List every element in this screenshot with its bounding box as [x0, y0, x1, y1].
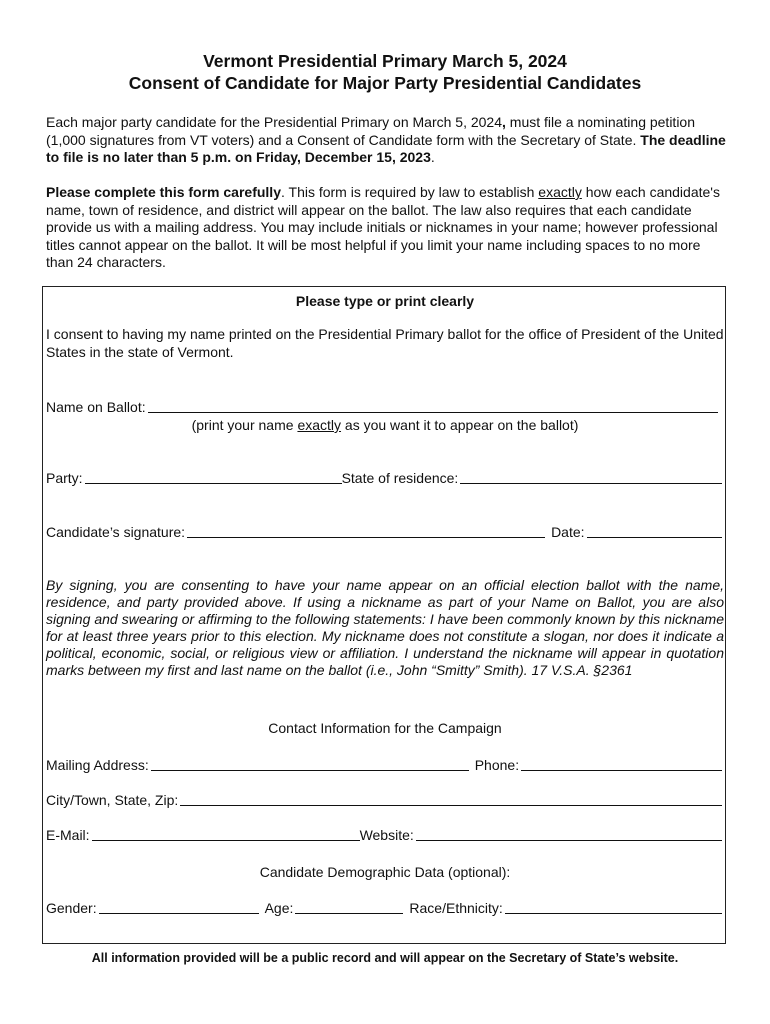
mailing-address-field[interactable] [151, 757, 469, 771]
state-of-residence-field[interactable] [460, 470, 722, 484]
website-label: Website: [359, 827, 414, 843]
date-field[interactable] [587, 524, 722, 538]
name-on-ballot-row [46, 398, 724, 416]
email-label: E-Mail: [46, 827, 90, 843]
affirmation-statement: By signing, you are consenting to have your name appear on an official election ballot with the name, residence, and party provided above. If using a nickname as part of your Name on Ballot, you are also signing and swearing or affirming to the following statements: I have been commonly known by this nickname for at least three years prior to this election. My nickname does not constitute a slogan, nor does it indicate a political, economic, social, or religious view or affiliation. I understand the nickname will appear in quotation marks between my first and last name on the ballot (i.e., John “Smitty” Smith). 17 V.S.A. §2361 [46, 577, 724, 678]
state-of-residence-label: State of residence: [341, 470, 459, 486]
intro-paragraph-filing: Each major party candidate for the Presidential Primary on March 5, 2024, must file a nominating petition (1,000 signatures from VT voters) and a Consent of Candidate form with the Secretary of State. The deadline to file is no later than 5 p.m. on Friday, December 15, 2023. [46, 114, 726, 165]
public-record-notice: All information provided will be a public record and will appear on the Secretary of State’s website. [91, 951, 679, 965]
date-label: Date: [551, 524, 585, 540]
candidate-signature-label: Candidate’s signature: [46, 524, 186, 540]
website-field[interactable] [416, 827, 722, 841]
mailing-address-label: Mailing Address: [46, 757, 149, 773]
form-subtitle: Consent of Candidate for Major Party Presidential Candidates [128, 73, 642, 93]
name-on-ballot-hint: (print your name exactly as you want it to appear on the ballot) [191, 417, 579, 433]
race-ethnicity-field[interactable] [505, 900, 722, 914]
deadline-text: The deadline to file is no later than 5 p.m. on Friday, December 15, 2023 [46, 131, 726, 165]
party-field[interactable] [85, 470, 342, 484]
intro-paragraph-instructions: Please complete this form carefully. This form is required by law to establish exactly how each candidate's name, town of residence, and district will appear on the ballot. The law also requires that each candidate provide us with a mailing address. You may include initials or nicknames in your name; however professional titles cannot appear on the ballot. It will be most helpful if you limit your name including spaces to no more than 24 characters. [46, 184, 720, 270]
signature-date-row [46, 523, 724, 541]
phone-field[interactable] [521, 757, 722, 771]
gender-field[interactable] [99, 900, 259, 914]
email-website-row [46, 826, 724, 844]
consent-statement: I consent to having my name printed on the Presidential Primary ballot for the office of President of the United States in the state of Vermont. [46, 326, 724, 360]
form-box [42, 286, 726, 944]
contact-heading: Contact Information for the Campaign [268, 720, 502, 736]
candidate-signature-field[interactable] [187, 524, 545, 538]
email-field[interactable] [92, 827, 360, 841]
age-label: Age: [264, 900, 294, 916]
race-ethnicity-label: Race/Ethnicity: [409, 900, 503, 916]
name-on-ballot-label: Name on Ballot: [46, 399, 146, 415]
name-on-ballot-field[interactable] [148, 399, 718, 413]
city-row [46, 791, 724, 809]
demographic-heading: Candidate Demographic Data (optional): [259, 864, 511, 880]
gender-label: Gender: [46, 900, 97, 916]
demographic-row [46, 899, 724, 917]
phone-label: Phone: [474, 757, 520, 773]
age-field[interactable] [295, 900, 403, 914]
form-title: Vermont Presidential Primary March 5, 2024 [203, 51, 567, 71]
city-state-zip-field[interactable] [180, 792, 722, 806]
party-label: Party: [46, 470, 83, 486]
mailing-phone-row [46, 756, 724, 774]
party-state-row [46, 469, 724, 487]
city-state-zip-label: City/Town, State, Zip: [46, 792, 179, 808]
form-heading: Please type or print clearly [295, 293, 475, 309]
